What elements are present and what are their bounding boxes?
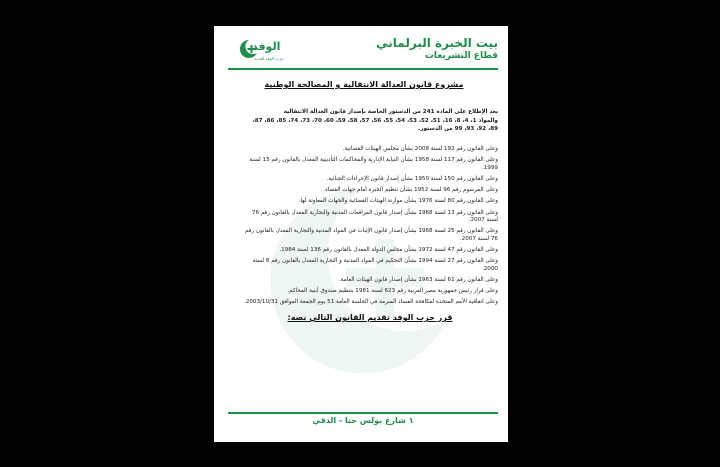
law-paragraph: وعلى المرسوم رقم 96 لسنة 1952 بشأن تنظيم الخبرة أمام جهات القضاء. (323, 187, 498, 194)
wafd-logo (232, 34, 284, 66)
law-paragraph: وعلى قرار رئيس جمهورية مصر العربية رقم 623 لسنة 1981 بتنظيم صندوق أبنية المحاكم. (287, 288, 498, 295)
law-paragraph: وعلى القانون رقم 61 لسنة 1963 بشأن إصدار قانون الهيئات العامة. (339, 277, 498, 284)
intro-line: بعد الإطلاع على المادة 241 من الدستور الخاصة بإصدار قانون العدالة الانتقالية (283, 109, 498, 115)
law-paragraph: وعلى القانون رقم 13 لسنة 1968 بشأن إصدار قانون المرافعات المدنية والتجارية المعدل بالقانون رقم 76 لسنة 2007. (251, 209, 498, 224)
brand-subtitle: قطاع التشريعات (424, 51, 498, 61)
law-paragraph: وعلى القانون رقم 192 لسنة 2008 بشأن مجلس الهيئات القضائية. (342, 146, 498, 152)
spacer (242, 134, 498, 146)
document-body (242, 108, 498, 323)
decision-heading: قرر حزب الوفد تقديم القانون التالي نصه: (287, 313, 453, 323)
footer-divider (228, 412, 498, 414)
letterhead (214, 26, 508, 72)
law-paragraph: وعلى القانون رقم 150 لسنة 1950 بشأن إصدار قانون الإجراءات الجنائية. (326, 175, 498, 182)
logo-text: الوفد (252, 40, 281, 53)
document-page (214, 26, 508, 442)
intro-articles: والمواد 1، 4، 8، 16، 51، 52، 53، 54، 55، 56، 57، 58، 59، 60، 70، 73، 74، 85، 86، 87، 89، 92، 93، 99 من الدستور. (252, 118, 498, 132)
brand-block (368, 36, 498, 62)
document-title: مشروع قانون العدالة الانتقالية و المصالحة الوطنية (264, 80, 464, 89)
footer-address: ١ شارع بولس حنا - الدقي (312, 416, 414, 425)
brand-title: بيت الخبرة البرلماني (376, 36, 498, 50)
law-paragraph: وعلى القانون رقم 117 لسنة 1958 بشأن النيابة الإدارية والمحاكمات التأديبية المعدل بالقانون رقم 15 لسنة 1999. (249, 157, 498, 171)
law-paragraph: وعلى القانون رقم 25 لسنة 1968 بشأن إصدار قانون الإثبات في المواد المدنية والتجارية المعدل بالقانون رقم 76 لسنة 2007. (245, 228, 498, 242)
header-divider (228, 68, 498, 70)
law-paragraph: وعلى القانون رقم 80 لسنة 1976 بشأن موازنة الهيئات القضائية والجهات المعاونة لها. (298, 198, 498, 205)
law-paragraph: وعلى القانون رقم 27 لسنة 1994 بشأن التحكيم في المواد المدنية و التجارية المعدل بالقانون رقم 8 لسنة 2000. (252, 258, 498, 272)
law-paragraph: وعلى القانون رقم 47 لسنة 1972 بشأن مجلس الدولة المعدل بالقانون رقم 136 لسنة 1984. (279, 247, 498, 254)
logo-subtext: حزب الوفد الجديد (254, 56, 284, 61)
law-paragraph: وعلى اتفاقية الأمم المتحدة لمكافحة الفساد المبرمة في الجلسة العامة 51 يوم الجمعة الموافق 2003/10/31. (244, 299, 498, 306)
